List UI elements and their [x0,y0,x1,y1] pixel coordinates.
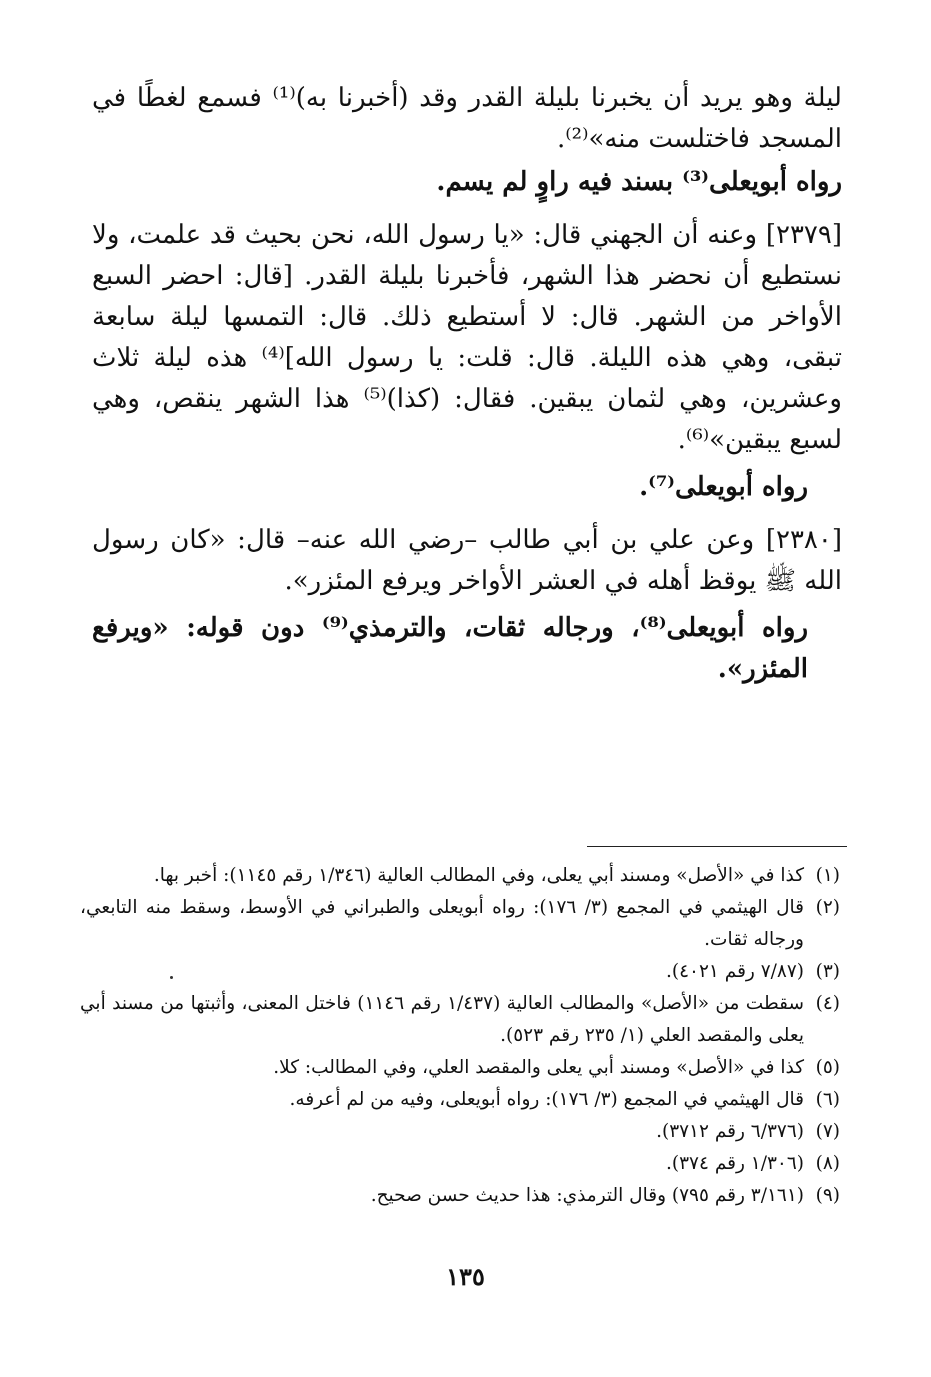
paragraph-continuation: ليلة وهو يريد أن يخبرنا بليلة القدر وقد (أخبرنا به)⁽¹⁾ فسمع لغطًا في المسجد فاختلست منه»⁽²⁾. [92,83,842,154]
attribution-1: رواه أبويعلى⁽³⁾ بسند فيه راوٍ لم يسم. [436,167,842,197]
hadith-2380: [٢٣٨٠] وعن علي بن أبي طالب –رضي الله عنه– قال: «كان رسول الله ﷺ يوقظ أهله في العشر الأواخر ويرفع المئزر». [92,525,842,596]
footnotes [80,860,840,1212]
footnote-text: سقطت من «الأصل» والمطالب العالية (١/٤٣٧ رقم ١١٤٦) فاختل المعنى، وأثبتها من مسند أبي يعلى والمقصد العلي (١/ ٢٣٥ رقم ٥٢٣). [80,993,804,1046]
footnote-number: (١) [815,865,840,886]
footnote-number: (٩) [815,1185,840,1206]
footnote-text: قال الهيثمي في المجمع (٣/ ١٧٦): رواه أبويعلى، وفيه من لم أعرفه. [289,1089,804,1110]
main-text [92,78,842,702]
footnote-text: كذا في «الأصل» ومسند أبي يعلى، وفي المطالب العالية (١/٣٤٦ رقم ١١٤٥): أخبر بها. [153,865,804,886]
footnote-number: (٢) [815,897,840,918]
footnote [80,1116,840,1148]
page-number: ١٣٥ [446,1262,485,1291]
footnote-text: (٦/٣٧٦ رقم ٣٧١٢). [656,1121,804,1142]
footnote-number: (٨) [815,1153,840,1174]
footnote [80,1180,840,1212]
footnote [80,1148,840,1180]
footnote [80,860,840,892]
footnote-number: (٦) [815,1089,840,1110]
footnote-text: (٣/١٦١ رقم ٧٩٥) وقال الترمذي: هذا حديث حسن صحيح. [370,1185,804,1206]
footnote [80,988,840,1052]
footnote-text: قال الهيثمي في المجمع (٣/ ١٧٦): رواه أبويعلى والطبراني في الأوسط، وسقط منه التابعي، ورجاله ثقات. [80,897,804,950]
attribution-2: رواه أبويعلى⁽⁷⁾. [639,472,808,502]
footnote-divider [587,846,847,847]
footnote-text: (٧/٨٧ رقم ٤٠٢١). [666,961,804,982]
hadith-2379: [٢٣٧٩] وعنه أن الجهني قال: «يا رسول الله، نحن بحيث قد علمت، ولا نستطيع أن نحضر هذا الشهر، فأخبرنا بليلة القدر. [قال: احضر السبع الأواخر من الشهر. قال: لا أستطيع ذلك. قال: التمسها ليلة سابعة تبقى، وهي هذه الليلة. قال: قلت: يا رسول الله]⁽⁴⁾ هذه ليلة ثلاث وعشرين، وهي لثمان يبقين. فقال: (كذا)⁽⁵⁾ هذا الشهر ينقص، وهي لسبع يبقين»⁽⁶⁾. [92,220,842,455]
footnote-number: (٤) [815,993,840,1014]
stray-mark [170,976,173,979]
footnote [80,892,840,956]
footnote-text: (١/٣٠٦ رقم ٣٧٤). [666,1153,804,1174]
footnote [80,1052,840,1084]
footnote-text: كذا في «الأصل» ومسند أبي يعلى والمقصد العلي، وفي المطالب: كلا. [273,1057,804,1078]
footnote [80,956,840,988]
footnote-number: (٧) [815,1121,840,1142]
footnote-number: (٥) [815,1057,840,1078]
footnote-number: (٣) [815,961,840,982]
footnote [80,1084,840,1116]
attribution-3: رواه أبويعلى⁽⁸⁾، ورجاله ثقات، والترمذي⁽⁹⁾ دون قوله: «ويرفع المئزر». [92,613,809,684]
